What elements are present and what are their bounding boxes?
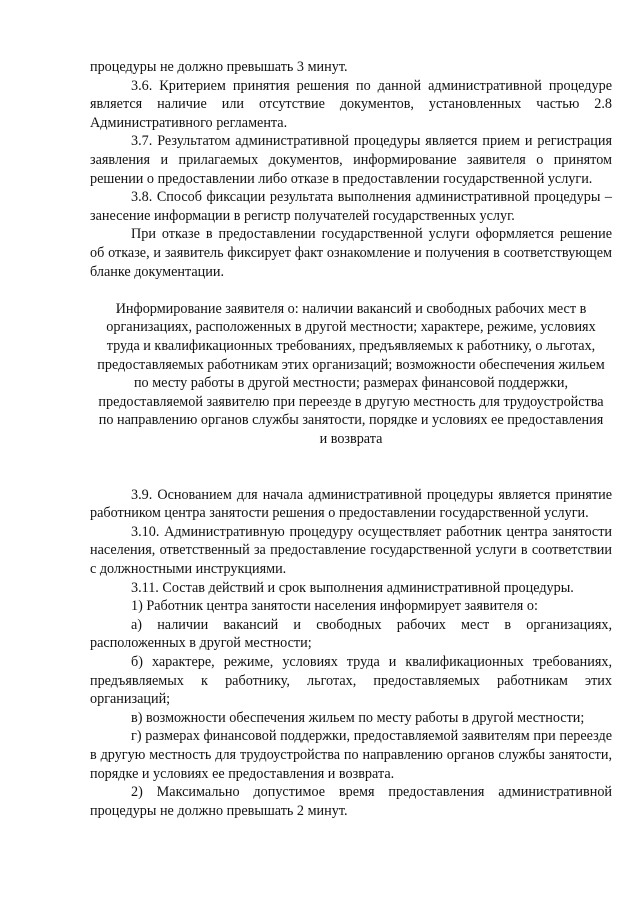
paragraph-3-7: 3.7. Результатом административной процедуры является прием и регистрация заявления и прилагаемых документов, информирование заявителя о принятом решении о предоставлении либо отказе в предоставлении государственной услуги. xyxy=(90,133,612,187)
document-page xyxy=(90,58,612,820)
list-item-a: а) наличии вакансий и свободных рабочих мест в организациях, расположенных в другой местности; xyxy=(90,616,612,652)
spacer xyxy=(90,281,612,300)
paragraph-3-11: 3.11. Состав действий и срок выполнения административной процедуры. xyxy=(131,579,574,596)
paragraph-3-6: 3.6. Критерием принятия решения по данной административной процедуре является наличие или отсутствие документов, установленных частью 2.8 Административного регламента. xyxy=(90,77,612,131)
list-item-b: б) характере, режиме, условиях труда и квалификационных требованиях, предъявляемых к работнику, льготах, предоставляемых работникам этих организаций; xyxy=(90,654,612,708)
paragraph-continuation: процедуры не должно превышать 3 минут. xyxy=(90,59,348,75)
list-item-g: г) размерах финансовой поддержки, предоставляемой заявителям при переезде в другую местность для трудоустройства по направлению органов службы занятости, порядке и условиях ее предоставления и возврата. xyxy=(90,728,612,782)
section-heading xyxy=(90,300,612,449)
paragraph-max-time: 2) Максимально допустимое время предоставления административной процедуры не должно превышать 2 минут. xyxy=(90,784,612,819)
list-intro: 1) Работник центра занятости населения информирует заявителя о: xyxy=(131,598,538,615)
paragraph-3-9: 3.9. Основанием для начала административной процедуры является принятие работником центра занятости решения о предоставлении государственной услуги. xyxy=(90,486,612,522)
paragraph-3-10: 3.10. Административную процедуру осуществляет работник центра занятости населения, ответственный за предоставление государственной услуги в соответствии с должностными инструкциями. xyxy=(90,523,612,578)
spacer xyxy=(90,448,612,485)
paragraph-refusal: При отказе в предоставлении государственной услуги оформляется решение об отказе, и заявитель фиксирует факт ознакомление и получения в соответствующем бланке документации. xyxy=(90,226,612,280)
list-item-v: в) возможности обеспечения жильем по месту работы в другой местности; xyxy=(131,709,585,726)
section-heading-text: Информирование заявителя о: наличии вакансий и свободных рабочих мест в организациях, расположенных в другой местности; характере, режиме, условиях труда и квалификационных требованиях, предъявляемых к работнику, о льготах, предоставляемых работникам этих организаций; возможности обеспечения жильем по месту работы в другой местности; размерах финансовой поддержки, предоставляемой заявителю при переезде в другую местность для трудоустройства по направлению органов службы занятости, порядке и условиях ее предоставления и возврата xyxy=(97,300,605,447)
paragraph-3-8: 3.8. Способ фиксации результата выполнения административной процедуры – занесение информации в регистр получателей государственных услуг. xyxy=(90,189,612,224)
